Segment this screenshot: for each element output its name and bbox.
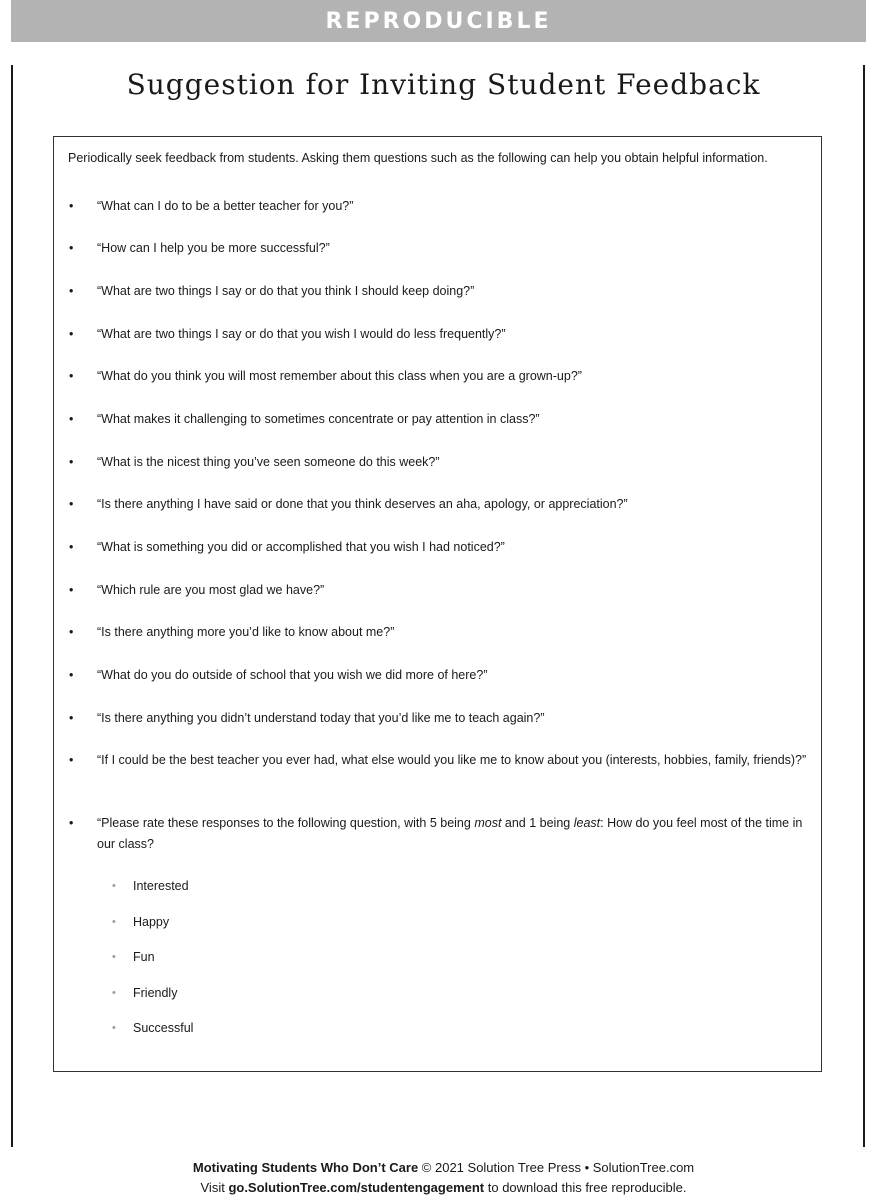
page-footer [0,1158,887,1198]
question-text: “What are two things I say or do that you think I should keep doing?” [97,284,475,298]
bullet-icon: • [69,455,74,469]
bullet-icon: • [69,369,74,383]
bullet-icon: • [69,583,74,597]
content-box [53,136,822,1072]
bullet-icon: • [69,497,74,511]
question-text: “Is there anything more you’d like to know about me?” [97,625,395,639]
response-text: Successful [133,1021,194,1035]
question-text: “What can I do to be a better teacher for you?” [97,199,354,213]
response-text: Happy [133,915,170,929]
reproducible-banner [11,0,866,42]
bullet-icon: • [69,199,74,213]
bullet-icon: • [69,540,74,554]
right-border-line [863,65,865,1147]
download-url: go.SolutionTree.com/studentengagement [228,1180,485,1195]
banner-label: REPRODUCIBLE [325,8,552,34]
response-text: Interested [133,879,189,893]
bullet-icon: • [69,412,74,426]
left-border-line [11,65,13,1147]
question-text: “What are two things I say or do that you wish I would do less frequently?” [97,327,506,341]
footer-line-2 [0,1178,887,1198]
bullet-icon: • [69,711,74,725]
bullet-icon: • [69,668,74,682]
response-text: Fun [133,950,155,964]
copyright-text: © 2021 Solution Tree Press • SolutionTree.com [418,1160,695,1175]
question-text: “What is the nicest thing you’ve seen someone do this week?” [97,455,440,469]
question-text: “Is there anything I have said or done that you think deserves an aha, apology, or appreciation?” [97,497,628,511]
question-text: “How can I help you be more successful?” [97,241,330,255]
bullet-icon: • [69,753,74,767]
rating-prompt-least: least [573,816,601,830]
response-text: Friendly [133,986,178,1000]
bullet-icon: • [69,816,74,830]
question-text: “Is there anything you didn’t understand today that you’d like me to teach again?” [97,711,545,725]
question-text: “Which rule are you most glad we have?” [97,583,325,597]
question-text: “What makes it challenging to sometimes concentrate or pay attention in class?” [97,412,540,426]
page-title: Suggestion for Inviting Student Feedback [126,68,761,101]
bullet-icon: • [69,625,74,639]
sub-bullet-icon: • [112,916,116,928]
rating-prompt-part3: : How do you feel most of the time in our class? [97,816,803,851]
sub-bullet-icon: • [112,880,116,892]
question-text [97,813,812,855]
book-title: Motivating Students Who Don’t Care [192,1160,419,1175]
intro-text: Periodically seek feedback from students. Asking them questions such as the following can help you obtain helpful information. [68,151,768,165]
sub-bullet-icon: • [112,987,116,999]
question-text: “What do you do outside of school that you wish we did more of here?” [97,668,488,682]
question-text: “If I could be the best teacher you ever had, what else would you like me to know about you (interests, hobbies, family, friends)?” [97,753,807,767]
download-text: to download this free reproducible. [484,1180,687,1195]
sub-bullet-icon: • [112,1022,116,1034]
question-text: “What do you think you will most remember about this class when you are a grown-up?” [97,369,582,383]
sub-bullet-icon: • [112,951,116,963]
bullet-icon: • [69,284,74,298]
rating-prompt-most: most [474,816,502,830]
question-text: “What is something you did or accomplished that you wish I had noticed?” [97,540,505,554]
rating-prompt-part2: and 1 being [501,816,574,830]
bullet-icon: • [69,327,74,341]
visit-text: Visit [200,1180,229,1195]
footer-line-1 [0,1158,887,1178]
bullet-icon: • [69,241,74,255]
rating-prompt-part1: “Please rate these responses to the following question, with 5 being [97,816,475,830]
